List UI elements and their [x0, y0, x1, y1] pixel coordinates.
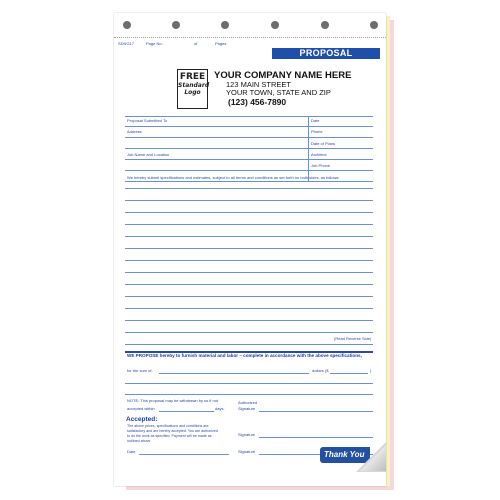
spec-line	[125, 272, 373, 273]
spec-line	[125, 248, 373, 249]
accepted-text-4: outlined above.	[127, 439, 152, 443]
punch-hole	[221, 21, 229, 29]
grid-rule	[125, 170, 373, 171]
job-phone-label: Job Phone	[311, 163, 331, 168]
dollars-close: )	[370, 368, 372, 373]
spec-line	[125, 344, 373, 345]
spec-line	[125, 200, 373, 201]
company-phone: (123) 456-7890	[228, 97, 287, 107]
pages-label: Pages	[215, 41, 227, 46]
date-label: Date	[311, 118, 320, 123]
grid-divider	[308, 116, 309, 181]
logo-line-3: Logo	[184, 89, 201, 96]
spec-line	[125, 236, 373, 237]
read-reverse-side: (Read Reverse Side)	[334, 336, 372, 341]
punch-hole	[123, 21, 131, 29]
sum-line	[159, 373, 309, 374]
job-name-location-label: Job Name and Location	[127, 152, 170, 157]
spec-line	[125, 212, 373, 213]
punch-hole	[321, 21, 329, 29]
grid-rule	[125, 148, 373, 149]
date-of-plans-label: Date of Plans	[311, 141, 336, 146]
second-signature-label: Signature	[238, 449, 256, 454]
proposal-form-sheet	[114, 13, 386, 486]
specifications-intro: We hereby submit specifications and estimates, subject to all terms and conditions as set forth on both sides, as follows:	[127, 175, 340, 180]
spec-line	[125, 284, 373, 285]
we-propose-text: WE PROPOSE hereby to furnish material and labor – complete in accordance with the above specifications,	[127, 353, 362, 358]
punch-hole	[370, 21, 378, 29]
payment-line	[125, 394, 373, 395]
days-label: days.	[215, 406, 225, 411]
logo-line-2: Standard	[178, 82, 210, 89]
company-logo	[177, 69, 208, 109]
spec-line	[125, 260, 373, 261]
spec-line	[125, 308, 373, 309]
authorized-signature-line	[259, 411, 373, 412]
punch-hole	[172, 21, 180, 29]
thank-you-badge: Thank You	[320, 447, 370, 463]
form-code: SDNG17	[118, 41, 135, 46]
spec-line	[125, 224, 373, 225]
page-no-label: Page No.	[146, 41, 163, 46]
days-line	[159, 411, 214, 412]
acceptance-signature-line	[259, 437, 373, 438]
spec-line	[125, 296, 373, 297]
dollars-label: dollars ($	[312, 368, 329, 373]
logo-line-1: FREE	[179, 72, 206, 82]
authorized-label: Authorized	[238, 400, 258, 405]
address-label: Address	[127, 129, 142, 134]
grid-rule	[125, 116, 373, 117]
accepted-heading: Accepted:	[126, 416, 158, 423]
punch-hole	[271, 21, 279, 29]
perforation-line	[114, 37, 386, 38]
spec-line	[125, 188, 373, 189]
proposal-submitted-to-label: Proposal Submitted To	[127, 118, 168, 123]
acceptance-signature-label: Signature	[238, 432, 256, 437]
accepted-text-3: to do the work as specified. Payment will be made as	[127, 434, 212, 438]
phone-label: Phone	[311, 129, 323, 134]
spec-line	[125, 320, 373, 321]
spec-line	[125, 332, 373, 333]
sum-label: for the sum of:	[127, 368, 153, 373]
of-label: of	[194, 41, 198, 46]
proposal-title-banner: PROPOSAL	[272, 48, 380, 59]
grid-rule	[125, 159, 373, 160]
company-street: 123 MAIN STREET	[226, 80, 292, 89]
accepted-text-2: satisfactory and are hereby accepted. You are authorized	[127, 429, 218, 433]
acceptance-date-label: Date	[127, 449, 136, 454]
accepted-text-1: The above prices, specifications and conditions are	[127, 424, 209, 428]
company-city: YOUR TOWN, STATE AND ZIP	[226, 88, 331, 97]
acceptance-date-line	[139, 454, 229, 455]
payment-line	[125, 383, 373, 384]
grid-rule	[125, 137, 373, 138]
accepted-within-label: accepted within	[127, 406, 155, 411]
company-name: YOUR COMPANY NAME HERE	[214, 70, 352, 81]
grid-rule	[125, 181, 373, 182]
architect-label: Architect	[311, 152, 327, 157]
authorized-signature-label: Signature	[238, 406, 256, 411]
grid-rule	[125, 126, 373, 127]
note-line-1: NOTE: This proposal may be withdrawn by us if not	[127, 398, 219, 403]
dollars-line	[330, 373, 368, 374]
company-block	[214, 70, 374, 107]
